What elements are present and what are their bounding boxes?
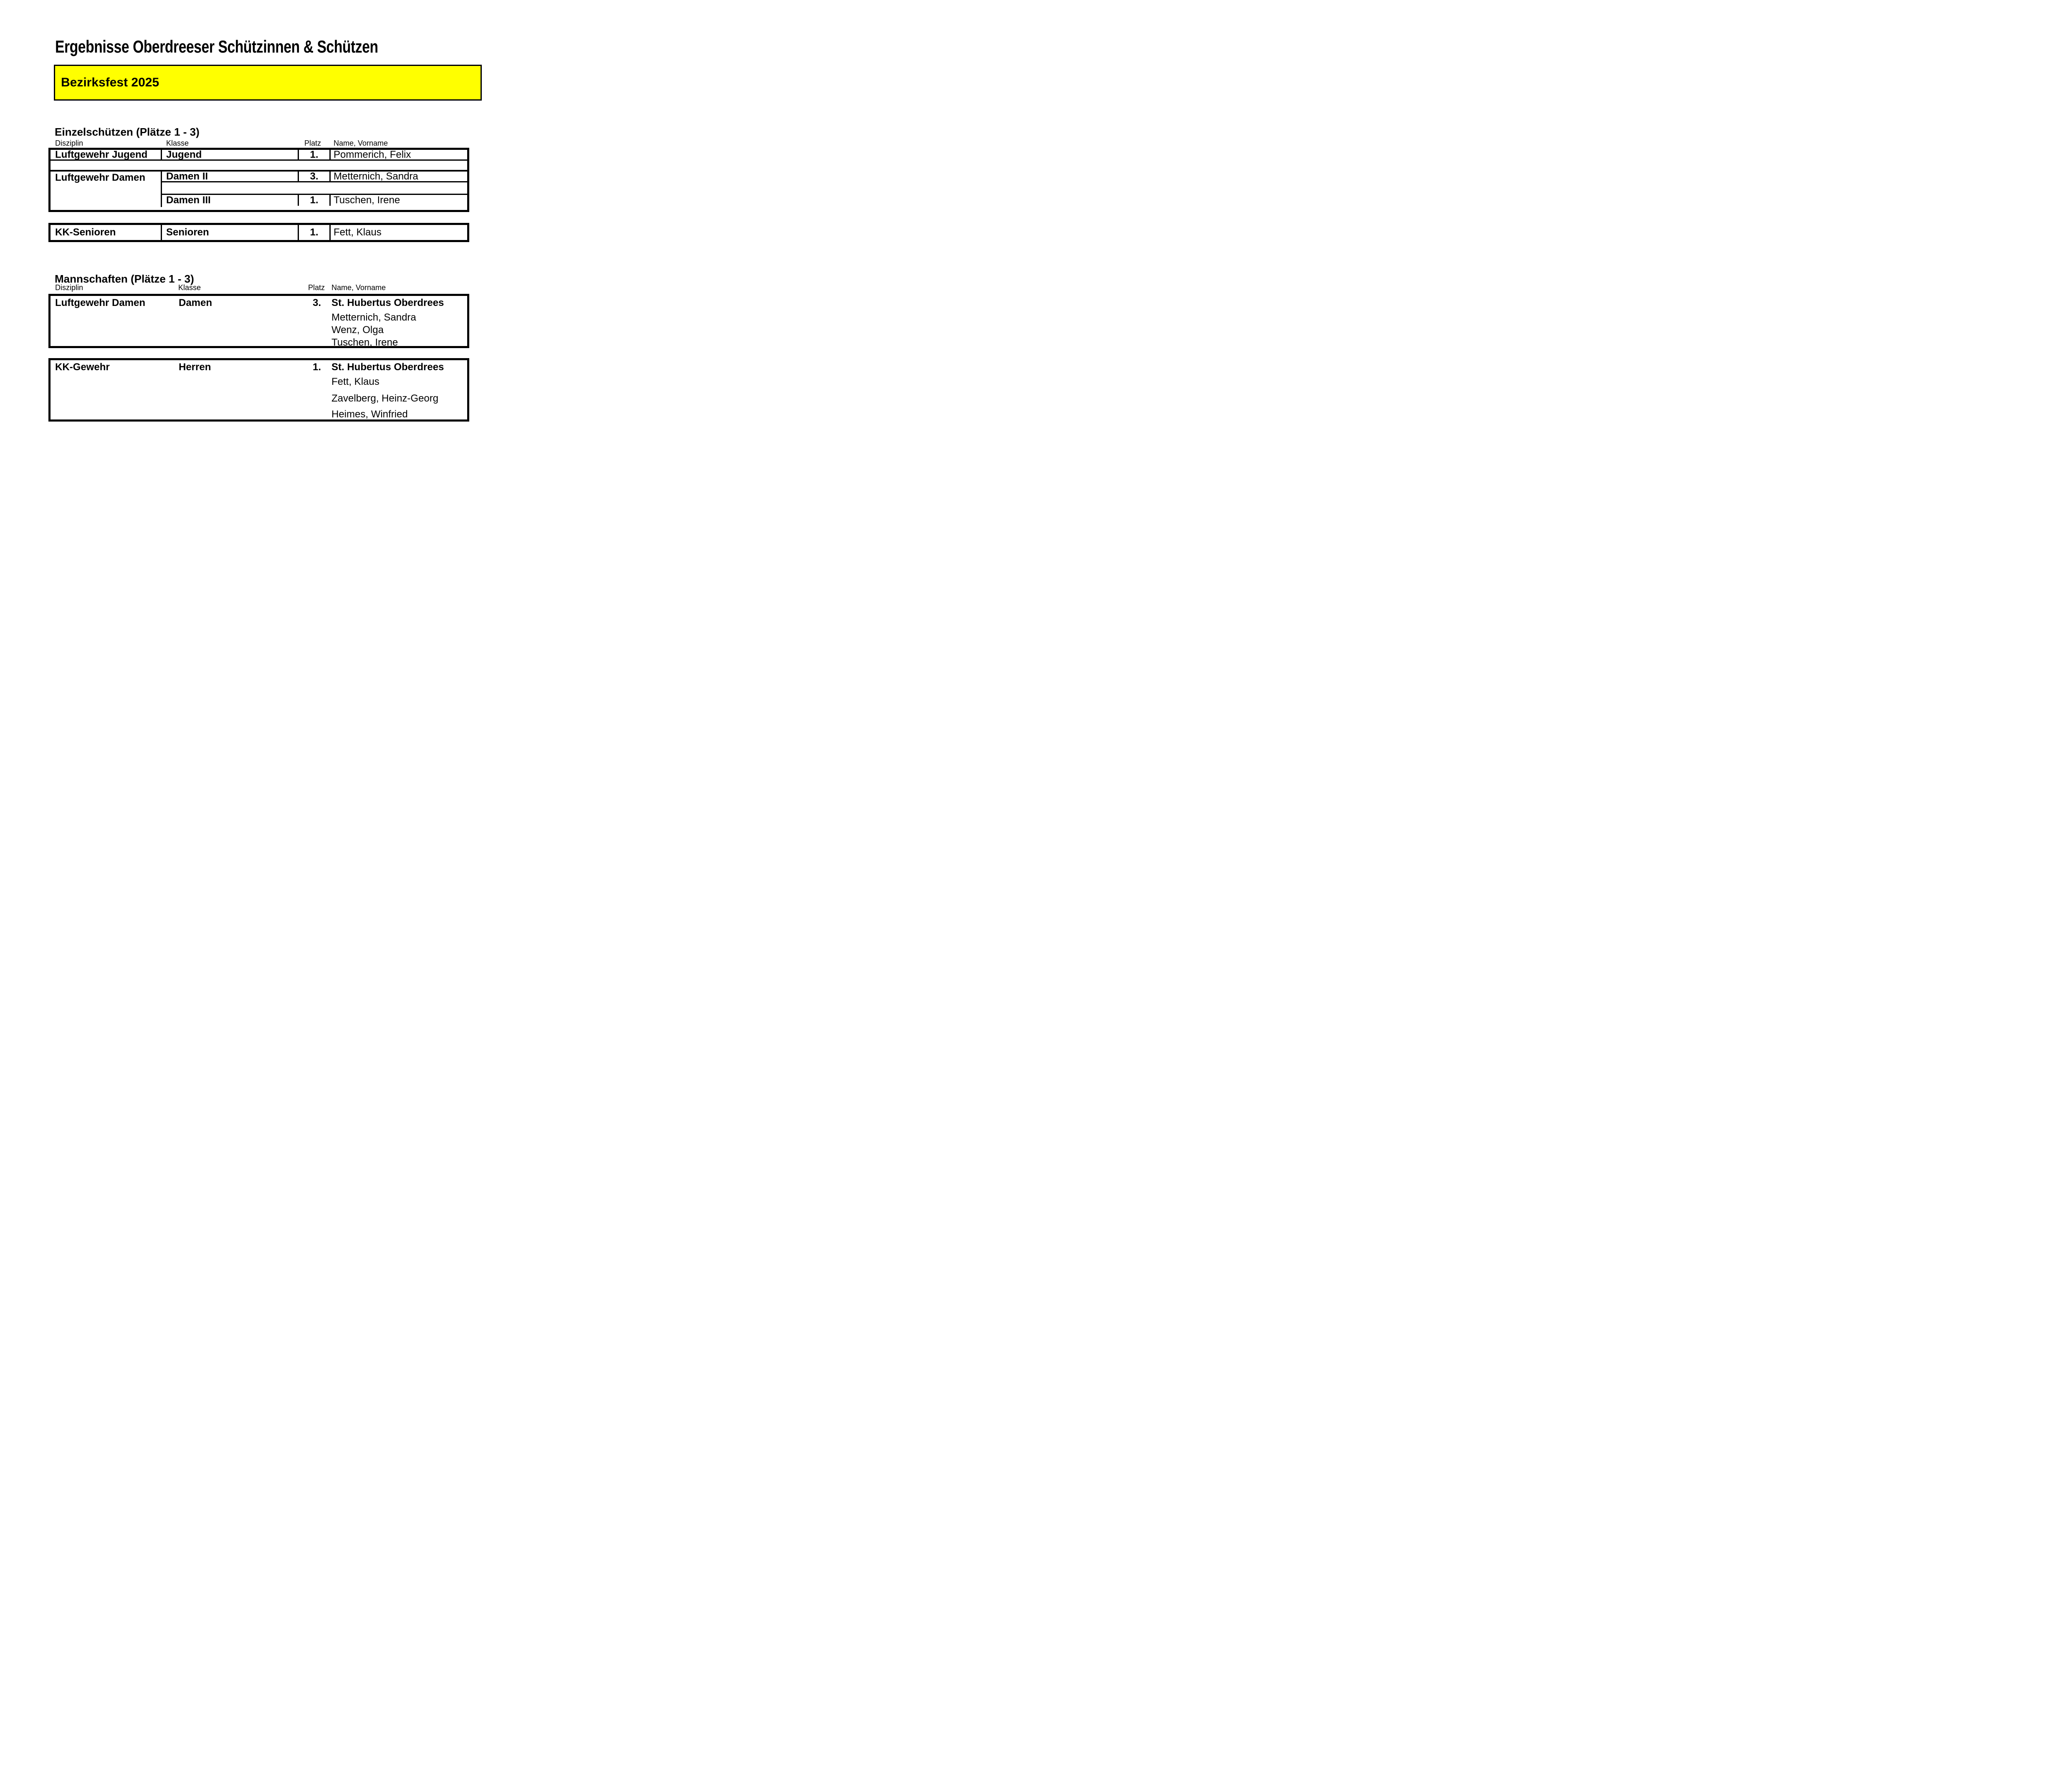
col-header-name-2: Name, Vorname <box>331 283 386 292</box>
team-member: Metternich, Sandra <box>331 312 416 323</box>
table-row <box>162 195 467 206</box>
cell-disziplin: KK-Senioren <box>51 225 162 240</box>
team-member: Heimes, Winfried <box>331 409 408 420</box>
table-einzelschuetzen-kk-senioren <box>48 223 469 242</box>
table-row-empty <box>51 161 467 172</box>
cell-disziplin-merged: Luftgewehr Damen <box>51 172 162 207</box>
table-einzelschuetzen-luftgewehr <box>48 148 469 212</box>
team-member: Wenz, Olga <box>331 324 384 336</box>
col-header-disziplin-1: Disziplin <box>55 139 83 147</box>
table-row <box>51 150 467 161</box>
table-mannschaft-luftgewehr-damen <box>48 294 469 348</box>
section-heading-mannschaften: Mannschaften (Plätze 1 - 3) <box>55 273 194 285</box>
cell-name: Metternich, Sandra <box>334 170 418 182</box>
cell-name: Tuschen, Irene <box>334 195 400 206</box>
cell-name: Fett, Klaus <box>334 227 382 238</box>
cell-club: St. Hubertus Oberdrees <box>331 297 444 308</box>
table-mannschaft-kk-gewehr <box>48 358 469 422</box>
event-banner-label: Bezirksfest 2025 <box>61 76 159 89</box>
cell-platz: 3. <box>312 297 321 308</box>
cell-disziplin: KK-Gewehr <box>55 361 110 373</box>
section-heading-einzelschuetzen: Einzelschützen (Plätze 1 - 3) <box>55 126 200 138</box>
team-header-row <box>51 361 467 374</box>
cell-disziplin: Luftgewehr Damen <box>55 297 146 308</box>
cell-platz: 1. <box>299 195 331 206</box>
cell-klasse: Damen <box>179 297 213 308</box>
cell-platz: 1. <box>312 361 321 373</box>
team-member: Fett, Klaus <box>331 376 379 387</box>
cell-klasse: Senioren <box>162 225 299 240</box>
col-header-platz-1: Platz <box>304 139 321 147</box>
cell-club: St. Hubertus Oberdrees <box>331 361 444 373</box>
table-row-empty <box>162 182 467 195</box>
col-header-klasse-2: Klasse <box>178 283 201 292</box>
cell-klasse: Damen III <box>162 195 299 206</box>
cell-platz: 1. <box>299 150 331 159</box>
cell-name: Pommerich, Felix <box>334 149 411 160</box>
team-header-row <box>51 297 467 309</box>
col-header-klasse-1: Klasse <box>166 139 189 147</box>
cell-disziplin: Luftgewehr Jugend <box>51 150 162 159</box>
table-rowgroup-luftgewehr-damen <box>51 172 467 207</box>
team-member: Zavelberg, Heinz-Georg <box>331 393 439 404</box>
table-row <box>162 172 467 182</box>
col-header-name-1: Name, Vorname <box>334 139 388 147</box>
cell-platz: 3. <box>299 172 331 181</box>
page-title: Ergebnisse Oberdreeser Schützinnen & Schützen <box>55 37 378 56</box>
table-row <box>51 225 467 240</box>
cell-klasse: Damen II <box>162 172 299 181</box>
col-header-disziplin-2: Disziplin <box>55 283 83 292</box>
cell-platz: 1. <box>299 225 331 240</box>
cell-klasse: Jugend <box>162 150 299 159</box>
cell-klasse: Herren <box>179 361 211 373</box>
col-header-platz-2: Platz <box>308 283 325 292</box>
event-banner <box>54 65 482 101</box>
team-member: Tuschen, Irene <box>331 337 398 348</box>
results-document <box>0 0 518 445</box>
